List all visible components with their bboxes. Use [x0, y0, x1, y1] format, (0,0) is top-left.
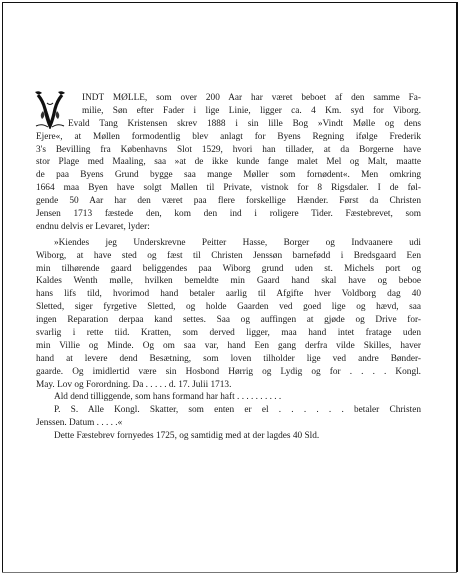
text-line: May. Lov og Forordning. Da . . . . . d. 17. Julii 1713.: [36, 379, 232, 390]
text-line: hans lifs tild, hvorimod hand betaler aarlig til Afgifte hver Voldborg dag 40: [36, 289, 421, 300]
text-line: Evald Tang Kristensen skrev 1888 i sin lille Bog »Vindt Mølle og dens: [68, 118, 421, 129]
text-line: Ejere«, at Møllen formodentlig blev anlagt for Byens Regning ifølge Frederik: [36, 131, 421, 142]
scan-border-left: [2, 2, 3, 572]
text-line: hand at levere dend Besætning, som loven tilholder lige ved andre Bønder-: [36, 353, 421, 364]
text-line: Kaldes Wenth mølle, hvilken bemeldte min Gaard hand skal have og beboe: [36, 276, 421, 287]
text-line: milie, Søn efter Fader i lige Linie, ligger ca. 4 Km. syd for Viborg.: [82, 105, 421, 116]
text-line: Ald dend tilliggende, som hans formand har haft . . . . . . . . . .: [54, 392, 282, 403]
body-text: [36, 92, 421, 443]
text-line: stor Plage med Maaling, saa »at de ikke kunde fange malet Mel og Malt, maatte: [36, 157, 421, 168]
text-line: 3's Bevilling fra Københavns Slot 1529, hvori han tillader, at da Borgerne have: [36, 144, 421, 155]
text-line: »Kiendes jeg Underskrevne Peitter Hasse, Borger og Indvaanere udi: [54, 237, 421, 248]
scan-border-top: [2, 2, 457, 3]
dropcap-letter: [36, 90, 66, 126]
text-line: min Villie og Minde. Og om saa var, hand Een gang derfra vilde Skilles, haver: [36, 340, 421, 351]
text-line: Dette Fæstebrev fornyedes 1725, og samtidig med at der lagdes 40 Sld.: [54, 431, 320, 442]
text-line: svarlig i rette tiid. Kratten, som derved ligger, maa hand intet fratage uden: [36, 328, 421, 339]
text-line: 1664 maa Byen have solgt Møllen til Private, vistnok for 8 Rigsdaler. I de føl-: [36, 183, 421, 194]
text-line: Jensen 1713 fæstede den, kom den ind i roligere Tider. Fæstebrevet, som: [36, 209, 421, 220]
text-line: Jenssen. Datum . . . . .«: [36, 418, 123, 429]
scan-border-bottom: [2, 572, 457, 573]
text-line: INDT MØLLE, som over 200 Aar har været beboet af den samme Fa-: [82, 93, 421, 103]
text-line: de paa Byens Grund bygge saa mange Møller som fornødent«. Men omkring: [36, 170, 421, 181]
text-line: P. S. Alle Kongl. Skatter, som enten er el . . . . . . betaler Christen: [54, 405, 421, 416]
text-line: min tilhørende gaard beliggendes paa Wiborg grund uden st. Michels port og: [36, 263, 421, 274]
text-line: gaarde. Og imidlertid være sin Hosbond Hørrig og Lydig og for . . . . Kongl.: [36, 366, 421, 377]
text-line: Wiborg, at have sted og fæst til Christen Jenssøn barnefødd i Bredsgaard Een: [36, 250, 421, 261]
text-line: endnu delvis er Levaret, lyder:: [36, 221, 150, 232]
scan-border-right: [456, 2, 458, 572]
text-line: gende 50 Aar har den været paa flere forskellige Hænder. Først da Christen: [36, 196, 421, 207]
text-line: ingen Reparation derpaa kand settes. Saa og auffingen at gjøde og Drive for-: [36, 315, 421, 326]
text-line: Sletted, siger fyrgetive Sletted, og holde Gaarden ved goed lige og hævd, saa: [36, 302, 421, 313]
